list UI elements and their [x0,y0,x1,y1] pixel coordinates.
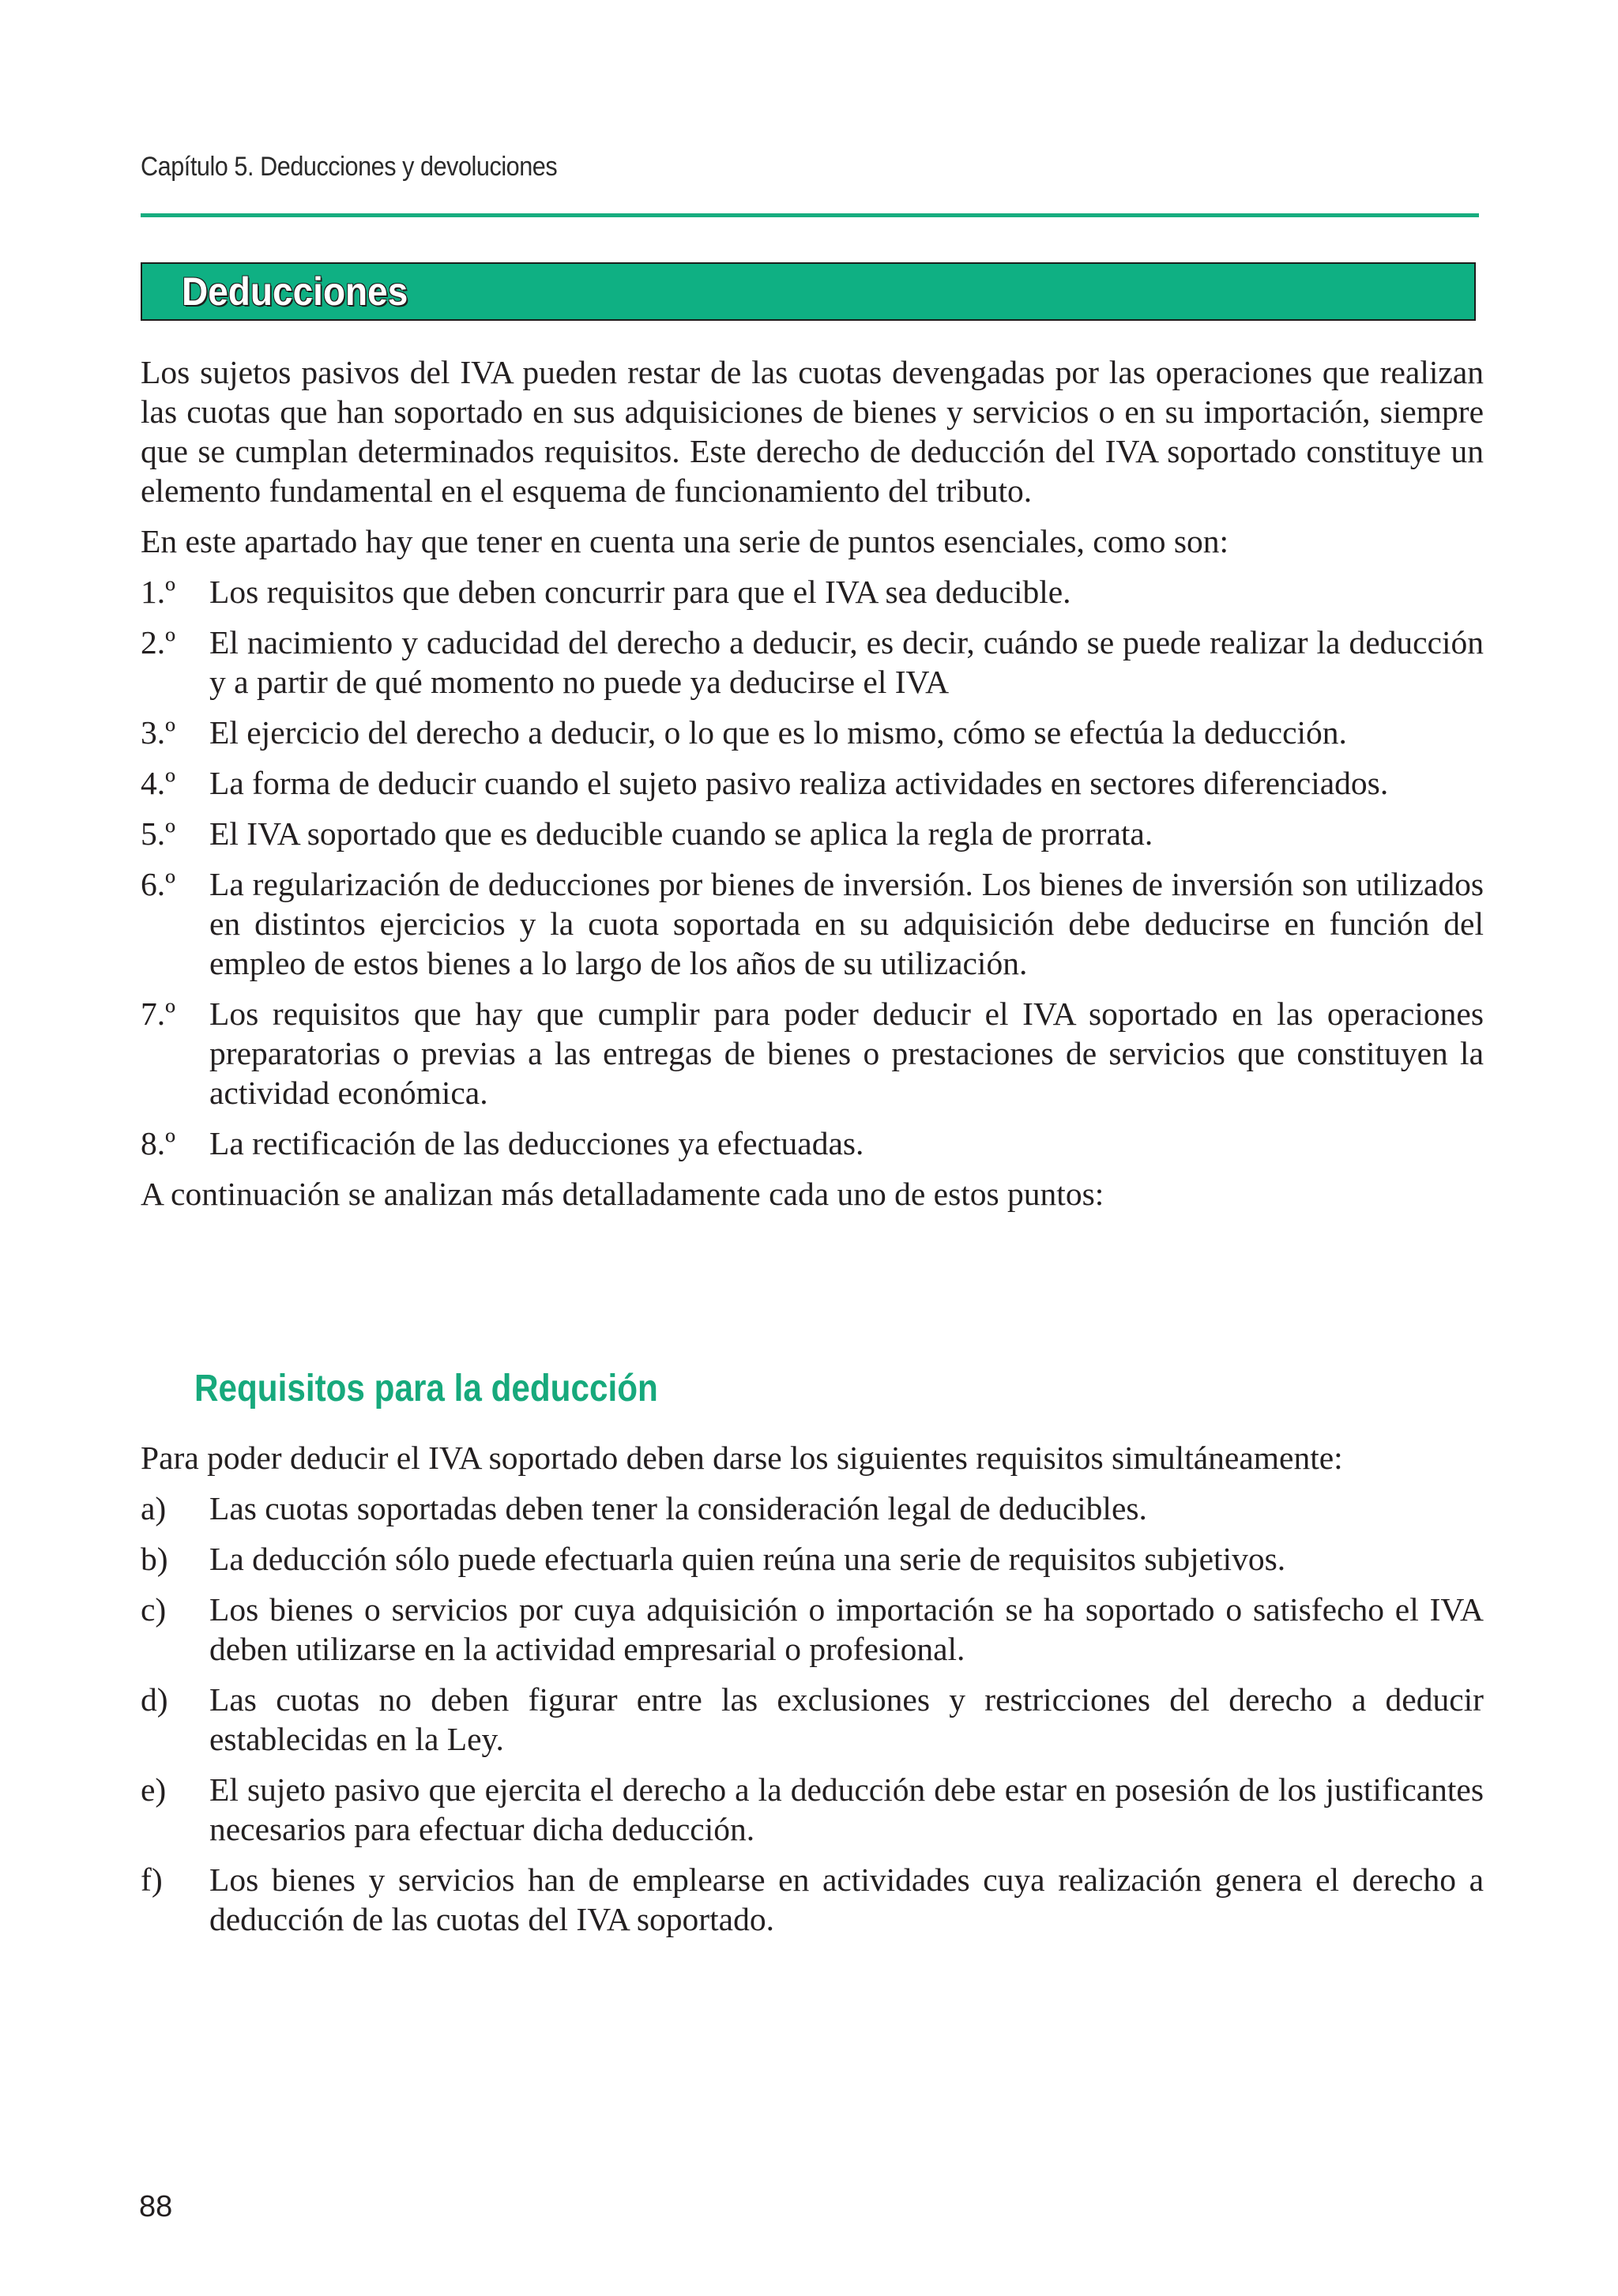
list-item [141,1680,1484,1759]
list-item [141,1860,1484,1939]
list-item-text: El IVA soportado que es deducible cuando se aplica la regla de prorrata. [209,815,1153,852]
list-item-number: 8.º [141,1125,175,1161]
subsection-body [141,1438,1484,1950]
list-item [141,572,1484,612]
list-item-text: Las cuotas no deben figurar entre las exclusiones y restricciones del derecho a deducir establecidas en la Ley. [209,1681,1484,1757]
requirements-list [141,1489,1484,1939]
list-item [141,864,1484,983]
list-item-text: El nacimiento y caducidad del derecho a deducir, es decir, cuándo se puede realizar la deducción y a partir de qué momento no puede ya deducirse el IVA [209,624,1484,700]
list-item-letter: d) [141,1681,168,1718]
list-item-number: 3.º [141,714,175,751]
list-item-text: Los bienes y servicios han de emplearse en actividades cuya realización genera el derecho a deducción de las cuotas del IVA soportado. [209,1861,1484,1937]
intro-paragraph: Los sujetos pasivos del IVA pueden restar de las cuotas devengadas por las operaciones que realizan las cuotas que han soportado en sus adquisiciones de bienes y servicios o en su importación, siempre que se cumplan determinados requisitos. Este derecho de deducción del IVA soportado constituye un elemento fundamental en el esquema de funcionamiento del tributo. [141,354,1484,509]
list-item-text: Los requisitos que deben concurrir para que el IVA sea deducible. [209,574,1071,610]
list-item-letter: a) [141,1490,167,1526]
list-item-letter: e) [141,1771,167,1808]
list-item [141,1489,1484,1528]
list-item-letter: b) [141,1541,168,1577]
running-head: Capítulo 5. Deducciones y devoluciones [141,152,558,182]
list-item [141,814,1484,853]
list-item-letter: f) [141,1861,163,1898]
list-item-letter: c) [141,1591,167,1628]
section-body [141,352,1484,1225]
list-item-text: El ejercicio del derecho a deducir, o lo que es lo mismo, cómo se efectúa la deducción. [209,714,1347,751]
section-heading-band [141,262,1476,321]
requirements-lead: Para poder deducir el IVA soportado deben darse los siguientes requisitos simultáneamente: [141,1440,1343,1476]
closing-paragraph: A continuación se analizan más detalladamente cada uno de estos puntos: [141,1176,1104,1212]
header-rule [141,213,1479,217]
list-item-text: Los bienes o servicios por cuya adquisición o importación se ha soportado o satisfecho el IVA deben utilizarse en la actividad empresarial o profesional. [209,1591,1484,1667]
list-item [141,1590,1484,1669]
list-item-number: 2.º [141,624,175,661]
points-lead: En este apartado hay que tener en cuenta una serie de puntos esenciales, como son: [141,523,1229,559]
list-item-text: Los requisitos que hay que cumplir para poder deducir el IVA soportado en las operaciones preparatorias o previas a las entregas de bienes o prestaciones de servicios que constituyen la actividad económica. [209,996,1484,1111]
list-item-text: La deducción sólo puede efectuarla quien reúna una serie de requisitos subjetivos. [209,1541,1286,1577]
page-number: 88 [139,2190,173,2223]
list-item [141,994,1484,1112]
list-item-text: La rectificación de las deducciones ya efectuadas. [209,1125,864,1161]
list-item [141,763,1484,803]
list-item-text: La forma de deducir cuando el sujeto pasivo realiza actividades en sectores diferenciados. [209,765,1389,801]
list-item-text: La regularización de deducciones por bienes de inversión. Los bienes de inversión son utilizados en distintos ejercicios y la cuota soportada en su adquisición debe deducirse en función del empleo de estos bienes a lo largo de los años de su utilización. [209,866,1484,981]
list-item [141,1770,1484,1849]
list-item [141,1539,1484,1579]
section-title: Deducciones [182,269,408,314]
list-item-number: 6.º [141,866,175,902]
list-item-number: 4.º [141,765,175,801]
list-item-number: 1.º [141,574,175,610]
list-item [141,623,1484,702]
list-item-number: 7.º [141,996,175,1032]
list-item-text: El sujeto pasivo que ejercita el derecho a la deducción debe estar en posesión de los justificantes necesarios para efectuar dicha deducción. [209,1771,1484,1847]
list-item [141,1124,1484,1163]
list-item-number: 5.º [141,815,175,852]
list-item-text: Las cuotas soportadas deben tener la consideración legal de deducibles. [209,1490,1147,1526]
points-list [141,572,1484,1163]
list-item [141,713,1484,752]
subsection-title: Requisitos para la deducción [194,1368,658,1410]
